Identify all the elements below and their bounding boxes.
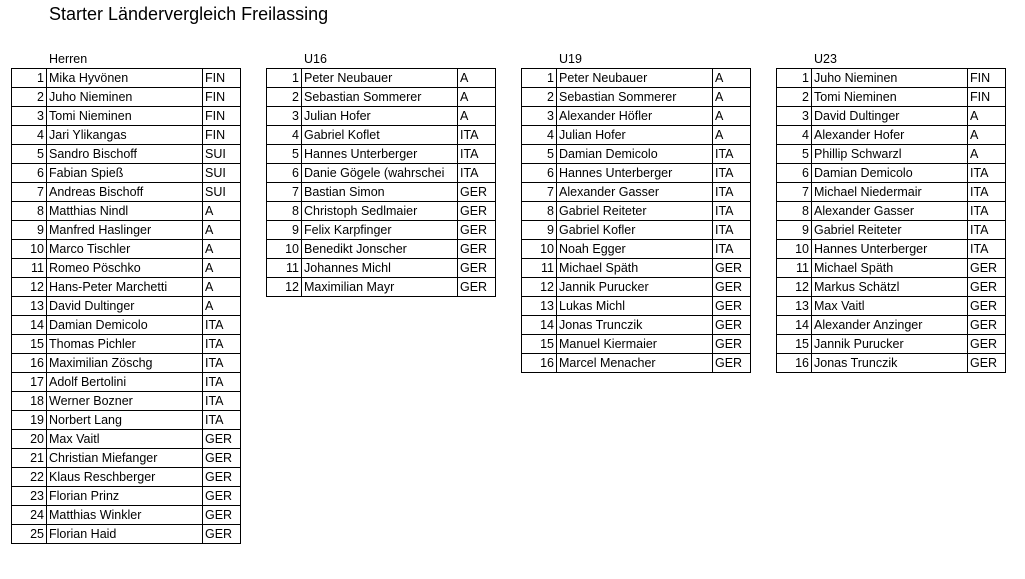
athlete-name: Michael Niedermair [812, 183, 968, 202]
athlete-name: Klaus Reschberger [47, 468, 203, 487]
table-row [12, 69, 241, 88]
country-code: ITA [203, 354, 241, 373]
table-row [12, 107, 241, 126]
country-code: GER [968, 278, 1006, 297]
table-row [267, 259, 496, 278]
start-number: 11 [267, 259, 302, 278]
country-code: A [203, 221, 241, 240]
section-label: Herren [49, 52, 88, 66]
start-number: 5 [267, 145, 302, 164]
start-number: 1 [522, 69, 557, 88]
country-code: GER [458, 240, 496, 259]
table-row [522, 278, 751, 297]
start-number: 1 [12, 69, 47, 88]
country-code: ITA [203, 316, 241, 335]
table-row [12, 430, 241, 449]
country-code: FIN [203, 107, 241, 126]
country-code: A [968, 107, 1006, 126]
country-code: ITA [713, 202, 751, 221]
country-code: GER [203, 468, 241, 487]
country-code: ITA [713, 221, 751, 240]
athlete-name: Max Vaitl [812, 297, 968, 316]
athlete-name: Andreas Bischoff [47, 183, 203, 202]
athlete-name: Florian Prinz [47, 487, 203, 506]
section-label: U23 [814, 52, 837, 66]
athlete-name: Marco Tischler [47, 240, 203, 259]
country-code: ITA [203, 392, 241, 411]
start-number: 15 [777, 335, 812, 354]
country-code: FIN [203, 69, 241, 88]
start-number: 20 [12, 430, 47, 449]
start-number: 9 [522, 221, 557, 240]
table-row [12, 240, 241, 259]
start-number: 9 [12, 221, 47, 240]
table-row [12, 278, 241, 297]
start-number: 3 [12, 107, 47, 126]
country-code: GER [458, 278, 496, 297]
table-row [777, 316, 1006, 335]
country-code: ITA [713, 240, 751, 259]
start-number: 2 [12, 88, 47, 107]
athlete-name: Sebastian Sommerer [557, 88, 713, 107]
roster-table [266, 68, 496, 297]
start-number: 10 [522, 240, 557, 259]
athlete-name: Tomi Nieminen [812, 88, 968, 107]
start-number: 12 [522, 278, 557, 297]
start-number: 12 [267, 278, 302, 297]
table-row [267, 88, 496, 107]
athlete-name: Juho Nieminen [812, 69, 968, 88]
athlete-name: Romeo Pöschko [47, 259, 203, 278]
country-code: GER [458, 221, 496, 240]
table-row [267, 126, 496, 145]
start-number: 8 [12, 202, 47, 221]
athlete-name: Noah Egger [557, 240, 713, 259]
athlete-name: Julian Hofer [302, 107, 458, 126]
start-number: 22 [12, 468, 47, 487]
country-code: GER [458, 202, 496, 221]
start-number: 3 [777, 107, 812, 126]
table-row [777, 354, 1006, 373]
athlete-name: Bastian Simon [302, 183, 458, 202]
table-row [12, 392, 241, 411]
start-number: 4 [777, 126, 812, 145]
country-code: GER [203, 487, 241, 506]
country-code: ITA [968, 221, 1006, 240]
athlete-name: Peter Neubauer [557, 69, 713, 88]
country-code: GER [968, 335, 1006, 354]
table-row [522, 297, 751, 316]
country-code: ITA [968, 202, 1006, 221]
athlete-name: Lukas Michl [557, 297, 713, 316]
country-code: ITA [203, 373, 241, 392]
table-row [777, 145, 1006, 164]
athlete-name: Sebastian Sommerer [302, 88, 458, 107]
athlete-name: Werner Bozner [47, 392, 203, 411]
start-number: 2 [267, 88, 302, 107]
athlete-name: Hans-Peter Marchetti [47, 278, 203, 297]
athlete-name: Christian Miefanger [47, 449, 203, 468]
athlete-name: Hannes Unterberger [557, 164, 713, 183]
athlete-name: David Dultinger [812, 107, 968, 126]
athlete-name: Gabriel Koflet [302, 126, 458, 145]
athlete-name: Damian Demicolo [812, 164, 968, 183]
table-row [267, 202, 496, 221]
athlete-name: Thomas Pichler [47, 335, 203, 354]
table-row [267, 145, 496, 164]
athlete-name: Michael Späth [557, 259, 713, 278]
table-row [522, 69, 751, 88]
athlete-name: Marcel Menacher [557, 354, 713, 373]
table-row [12, 164, 241, 183]
table-row [267, 221, 496, 240]
country-code: FIN [203, 126, 241, 145]
country-code: ITA [203, 335, 241, 354]
start-number: 19 [12, 411, 47, 430]
section-u23 [776, 50, 1006, 373]
table-row [12, 202, 241, 221]
start-number: 12 [777, 278, 812, 297]
start-number: 21 [12, 449, 47, 468]
table-row [12, 487, 241, 506]
country-code: GER [203, 449, 241, 468]
athlete-name: Matthias Nindl [47, 202, 203, 221]
section-u16 [266, 50, 496, 297]
start-number: 23 [12, 487, 47, 506]
start-number: 2 [522, 88, 557, 107]
start-number: 7 [522, 183, 557, 202]
country-code: SUI [203, 164, 241, 183]
table-row [522, 259, 751, 278]
table-row [12, 183, 241, 202]
country-code: ITA [968, 164, 1006, 183]
table-row [267, 69, 496, 88]
start-number: 16 [522, 354, 557, 373]
athlete-name: Markus Schätzl [812, 278, 968, 297]
country-code: A [968, 145, 1006, 164]
table-row [777, 278, 1006, 297]
country-code: FIN [968, 69, 1006, 88]
country-code: GER [713, 259, 751, 278]
athlete-name: Maximilian Mayr [302, 278, 458, 297]
table-row [777, 88, 1006, 107]
table-row [522, 145, 751, 164]
table-row [12, 354, 241, 373]
start-number: 1 [267, 69, 302, 88]
athlete-name: Norbert Lang [47, 411, 203, 430]
country-code: A [713, 88, 751, 107]
country-code: ITA [713, 164, 751, 183]
start-number: 10 [777, 240, 812, 259]
athlete-name: Maximilian Zöschg [47, 354, 203, 373]
country-code: GER [968, 259, 1006, 278]
country-code: A [968, 126, 1006, 145]
start-number: 3 [522, 107, 557, 126]
country-code: GER [203, 506, 241, 525]
athlete-name: Damian Demicolo [47, 316, 203, 335]
start-number: 5 [522, 145, 557, 164]
country-code: GER [458, 259, 496, 278]
start-number: 14 [522, 316, 557, 335]
table-row [522, 240, 751, 259]
athlete-name: Jonas Trunczik [812, 354, 968, 373]
country-code: GER [713, 278, 751, 297]
athlete-name: Hannes Unterberger [812, 240, 968, 259]
start-number: 6 [522, 164, 557, 183]
country-code: GER [968, 316, 1006, 335]
country-code: FIN [968, 88, 1006, 107]
athlete-name: David Dultinger [47, 297, 203, 316]
country-code: A [203, 278, 241, 297]
roster-table [11, 68, 241, 544]
table-row [267, 240, 496, 259]
athlete-name: Gabriel Reiteter [812, 221, 968, 240]
country-code: A [713, 107, 751, 126]
country-code: A [203, 297, 241, 316]
athlete-name: Juho Nieminen [47, 88, 203, 107]
table-row [777, 164, 1006, 183]
start-number: 8 [267, 202, 302, 221]
athlete-name: Manfred Haslinger [47, 221, 203, 240]
athlete-name: Tomi Nieminen [47, 107, 203, 126]
start-number: 13 [777, 297, 812, 316]
country-code: ITA [713, 183, 751, 202]
table-row [522, 107, 751, 126]
start-number: 12 [12, 278, 47, 297]
start-number: 9 [267, 221, 302, 240]
table-row [777, 335, 1006, 354]
athlete-name: Mika Hyvönen [47, 69, 203, 88]
start-number: 3 [267, 107, 302, 126]
athlete-name: Jannik Purucker [812, 335, 968, 354]
country-code: ITA [968, 240, 1006, 259]
country-code: GER [458, 183, 496, 202]
start-number: 24 [12, 506, 47, 525]
country-code: SUI [203, 183, 241, 202]
country-code: ITA [968, 183, 1006, 202]
country-code: FIN [203, 88, 241, 107]
start-number: 15 [12, 335, 47, 354]
athlete-name: Adolf Bertolini [47, 373, 203, 392]
table-row [777, 240, 1006, 259]
athlete-name: Peter Neubauer [302, 69, 458, 88]
table-row [777, 107, 1006, 126]
country-code: A [458, 107, 496, 126]
section-label: U16 [304, 52, 327, 66]
start-number: 15 [522, 335, 557, 354]
roster-table [776, 68, 1006, 373]
athlete-name: Phillip Schwarzl [812, 145, 968, 164]
country-code: ITA [203, 411, 241, 430]
start-number: 8 [522, 202, 557, 221]
table-row [267, 183, 496, 202]
athlete-name: Felix Karpfinger [302, 221, 458, 240]
table-row [522, 183, 751, 202]
athlete-name: Alexander Gasser [812, 202, 968, 221]
start-number: 18 [12, 392, 47, 411]
table-row [267, 278, 496, 297]
table-row [12, 335, 241, 354]
section-herren [11, 50, 241, 544]
athlete-name: Johannes Michl [302, 259, 458, 278]
table-row [12, 411, 241, 430]
athlete-name: Alexander Höfler [557, 107, 713, 126]
country-code: GER [968, 354, 1006, 373]
table-row [777, 126, 1006, 145]
country-code: A [203, 202, 241, 221]
athlete-name: Julian Hofer [557, 126, 713, 145]
athlete-name: Jannik Purucker [557, 278, 713, 297]
start-number: 14 [12, 316, 47, 335]
start-number: 16 [12, 354, 47, 373]
table-row [522, 316, 751, 335]
table-row [12, 373, 241, 392]
table-row [12, 468, 241, 487]
table-row [777, 183, 1006, 202]
start-number: 25 [12, 525, 47, 544]
country-code: GER [203, 430, 241, 449]
athlete-name: Christoph Sedlmaier [302, 202, 458, 221]
country-code: GER [968, 297, 1006, 316]
table-row [777, 297, 1006, 316]
country-code: GER [713, 335, 751, 354]
start-number: 1 [777, 69, 812, 88]
table-row [12, 221, 241, 240]
start-number: 11 [522, 259, 557, 278]
table-row [522, 354, 751, 373]
table-row [12, 126, 241, 145]
athlete-name: Manuel Kiermaier [557, 335, 713, 354]
start-number: 13 [12, 297, 47, 316]
start-number: 11 [777, 259, 812, 278]
country-code: GER [713, 297, 751, 316]
athlete-name: Benedikt Jonscher [302, 240, 458, 259]
country-code: A [203, 240, 241, 259]
country-code: ITA [713, 145, 751, 164]
athlete-name: Sandro Bischoff [47, 145, 203, 164]
table-row [777, 69, 1006, 88]
table-row [12, 316, 241, 335]
athlete-name: Jari Ylikangas [47, 126, 203, 145]
table-row [777, 202, 1006, 221]
start-number: 10 [267, 240, 302, 259]
athlete-name: Danie Gögele (wahrschei [302, 164, 458, 183]
table-row [522, 221, 751, 240]
start-number: 7 [777, 183, 812, 202]
country-code: ITA [458, 126, 496, 145]
table-row [522, 335, 751, 354]
start-number: 6 [12, 164, 47, 183]
start-number: 6 [267, 164, 302, 183]
country-code: SUI [203, 145, 241, 164]
country-code: GER [203, 525, 241, 544]
start-number: 10 [12, 240, 47, 259]
athlete-name: Florian Haid [47, 525, 203, 544]
start-number: 4 [522, 126, 557, 145]
table-row [777, 221, 1006, 240]
country-code: A [713, 69, 751, 88]
athlete-name: Michael Späth [812, 259, 968, 278]
table-row [12, 449, 241, 468]
section-u19 [521, 50, 751, 373]
page-title: Starter Ländervergleich Freilassing [49, 4, 329, 24]
country-code: A [203, 259, 241, 278]
start-number: 2 [777, 88, 812, 107]
start-number: 17 [12, 373, 47, 392]
athlete-name: Damian Demicolo [557, 145, 713, 164]
athlete-name: Hannes Unterberger [302, 145, 458, 164]
start-number: 9 [777, 221, 812, 240]
table-row [12, 88, 241, 107]
country-code: ITA [458, 164, 496, 183]
start-number: 5 [12, 145, 47, 164]
start-number: 4 [267, 126, 302, 145]
table-row [12, 259, 241, 278]
start-number: 5 [777, 145, 812, 164]
country-code: A [458, 88, 496, 107]
athlete-name: Max Vaitl [47, 430, 203, 449]
table-row [522, 88, 751, 107]
table-row [267, 107, 496, 126]
table-row [522, 164, 751, 183]
start-number: 13 [522, 297, 557, 316]
table-row [12, 506, 241, 525]
table-row [522, 202, 751, 221]
table-row [267, 164, 496, 183]
start-number: 8 [777, 202, 812, 221]
table-row [522, 126, 751, 145]
section-label: U19 [559, 52, 582, 66]
country-code: A [458, 69, 496, 88]
start-number: 6 [777, 164, 812, 183]
country-code: A [713, 126, 751, 145]
start-number: 4 [12, 126, 47, 145]
athlete-name: Alexander Hofer [812, 126, 968, 145]
athlete-name: Jonas Trunczik [557, 316, 713, 335]
athlete-name: Fabian Spieß [47, 164, 203, 183]
table-row [777, 259, 1006, 278]
athlete-name: Matthias Winkler [47, 506, 203, 525]
start-number: 7 [267, 183, 302, 202]
start-number: 16 [777, 354, 812, 373]
country-code: GER [713, 354, 751, 373]
country-code: ITA [458, 145, 496, 164]
table-row [12, 297, 241, 316]
athlete-name: Gabriel Reiteter [557, 202, 713, 221]
table-row [12, 145, 241, 164]
athlete-name: Alexander Gasser [557, 183, 713, 202]
start-number: 7 [12, 183, 47, 202]
start-number: 11 [12, 259, 47, 278]
table-row [12, 525, 241, 544]
athlete-name: Alexander Anzinger [812, 316, 968, 335]
athlete-name: Gabriel Kofler [557, 221, 713, 240]
roster-table [521, 68, 751, 373]
start-number: 14 [777, 316, 812, 335]
country-code: GER [713, 316, 751, 335]
